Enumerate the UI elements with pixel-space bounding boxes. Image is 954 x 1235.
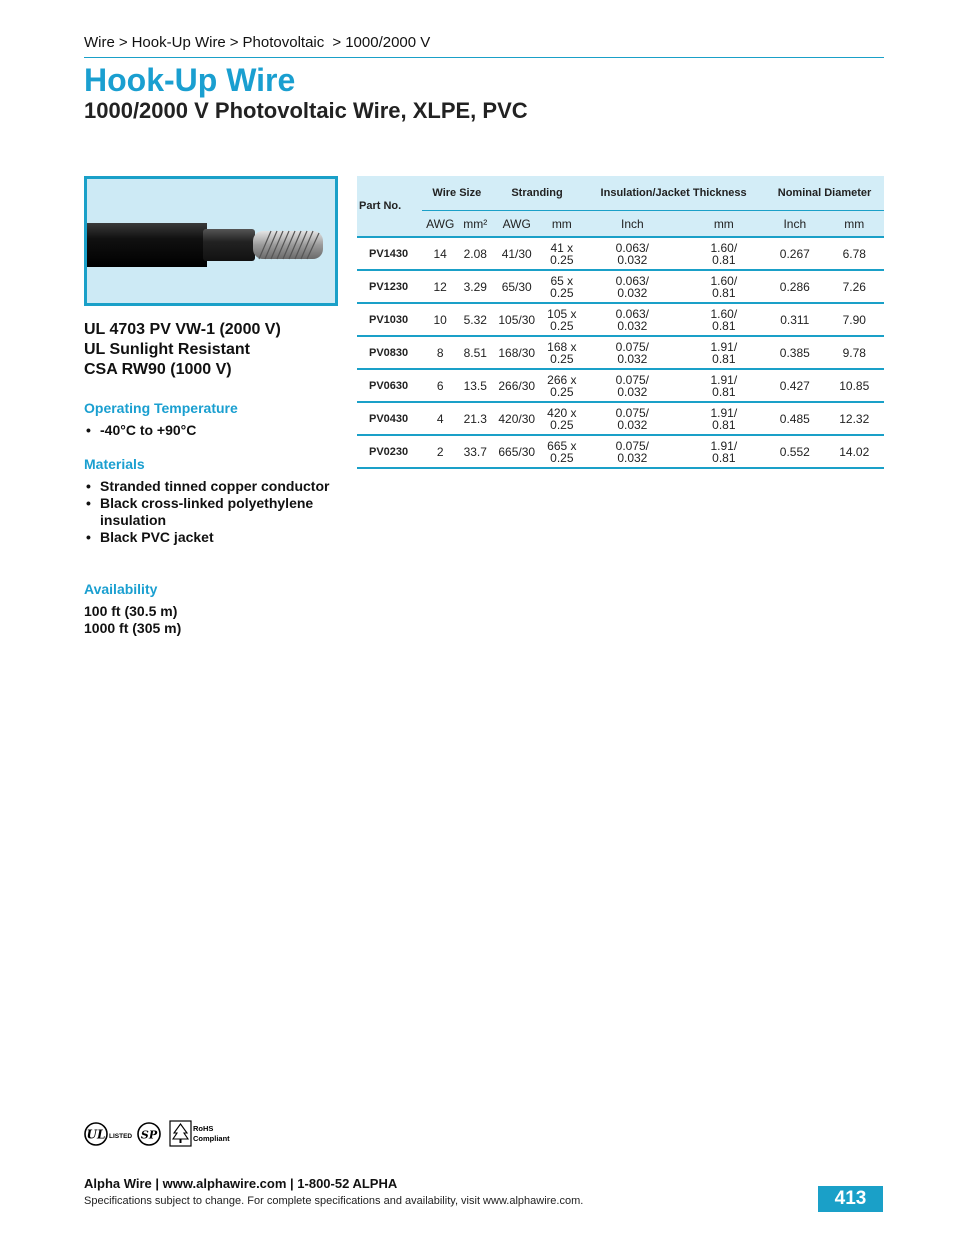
- cell-stranding-mm: [542, 270, 583, 303]
- cell-line: 420 x: [547, 405, 577, 420]
- cell-line: 0.032: [617, 417, 648, 432]
- part-number: PV1230: [369, 280, 409, 293]
- cell-diameter-inch: 0.485: [779, 411, 810, 426]
- part-number: PV0630: [369, 379, 409, 392]
- cell-diameter-inch: 0.311: [780, 312, 810, 327]
- cell-line: 65 x: [550, 273, 574, 288]
- cell-line: 1.60/: [710, 240, 738, 255]
- operating-temperature-list: [84, 422, 344, 439]
- cell-line: 0.25: [550, 384, 574, 399]
- cell-thickness-mm: [683, 435, 766, 468]
- breadcrumb-item[interactable]: 1000/2000 V: [345, 34, 431, 51]
- table-row: [357, 369, 884, 402]
- column-header: mm: [542, 211, 583, 238]
- cell-mm2: 21.3: [463, 411, 487, 426]
- cell-line: 0.063/: [615, 273, 650, 288]
- footer-note: Specifications subject to change. For complete specifications and availability, visit www.alphawire.com.: [84, 1195, 584, 1207]
- cell-thickness-mm: [683, 303, 766, 336]
- availability-heading: Availability: [84, 581, 158, 597]
- cell-line: 0.25: [550, 285, 574, 300]
- materials-heading: Materials: [84, 456, 145, 472]
- page-subtitle: 1000/2000 V Photovoltaic Wire, XLPE, PVC: [84, 98, 528, 123]
- cell-stranding-awg: 665/30: [498, 444, 536, 459]
- cell-line: 0.81: [712, 252, 736, 267]
- cell-line: 1.91/: [710, 405, 738, 420]
- cell-line: 0.075/: [615, 405, 650, 420]
- breadcrumb-separator: >: [229, 34, 239, 51]
- cell-thickness-inch: [582, 303, 682, 336]
- column-group-thickness: Insulation/Jacket Thickness: [582, 176, 765, 211]
- cell-mm2: 8.51: [463, 345, 487, 360]
- table-row: [357, 303, 884, 336]
- cell-awg: 10: [433, 312, 447, 327]
- part-number: PV0830: [369, 346, 409, 359]
- cell-diameter-inch: 0.552: [779, 444, 810, 459]
- cell-line: 0.032: [617, 252, 648, 267]
- cell-diameter-mm: 7.90: [842, 312, 866, 327]
- materials-list: [84, 478, 344, 546]
- part-number: PV0430: [369, 412, 409, 425]
- part-number: PV0230: [369, 445, 409, 458]
- cell-line: 1.91/: [710, 438, 738, 453]
- page-title: Hook-Up Wire: [84, 62, 296, 98]
- table-row: [357, 402, 884, 435]
- cell-diameter-inch: 0.286: [779, 279, 810, 294]
- cell-line: 1.91/: [710, 372, 738, 387]
- approval-item: UL 4703 PV VW-1 (2000 V): [84, 321, 281, 338]
- breadcrumb-item[interactable]: Hook-Up Wire: [131, 34, 226, 51]
- cell-stranding-awg: 420/30: [498, 411, 536, 426]
- cell-line: 0.063/: [615, 240, 650, 255]
- spec-table: [357, 176, 884, 469]
- cell-line: 1.91/: [710, 339, 738, 354]
- approvals: [84, 320, 344, 380]
- column-header: mm²: [459, 211, 492, 238]
- cell-thickness-mm: [683, 237, 766, 270]
- certification-marks: [84, 1120, 244, 1150]
- svg-text:SP: SP: [140, 1128, 158, 1142]
- breadcrumb-separator: >: [328, 34, 342, 51]
- svg-text:UL: UL: [86, 1127, 106, 1142]
- cell-line: 0.075/: [615, 372, 650, 387]
- operating-temperature-heading: Operating Temperature: [84, 400, 238, 416]
- list-item: • Black PVC jacket: [84, 529, 344, 546]
- cell-diameter-mm: 14.02: [839, 444, 870, 459]
- cable-illustration: [87, 179, 335, 303]
- table-row: [357, 270, 884, 303]
- cell-mm2: 3.29: [463, 279, 487, 294]
- breadcrumb-item[interactable]: Photovoltaic: [242, 34, 325, 51]
- rohs-compliant-text: Compliant: [193, 1134, 230, 1143]
- cell-line: 0.25: [550, 417, 574, 432]
- cell-line: 0.032: [617, 351, 648, 366]
- cell-line: 0.81: [712, 351, 736, 366]
- ul-listed-text: LISTED: [109, 1133, 133, 1140]
- cell-line: 0.075/: [615, 339, 650, 354]
- cell-stranding-awg: 105/30: [498, 312, 536, 327]
- cell-awg: 12: [433, 279, 447, 294]
- table-row: [357, 435, 884, 468]
- list-item: 1000 ft (305 m): [84, 620, 182, 636]
- table-row: [357, 237, 884, 270]
- cell-line: 0.81: [712, 417, 736, 432]
- cell-awg: 8: [436, 345, 444, 360]
- cell-stranding-awg: 168/30: [498, 345, 536, 360]
- cell-thickness-inch: [582, 369, 682, 402]
- footer-brand: Alpha Wire | www.alphawire.com | 1-800-52 ALPHA: [84, 1176, 398, 1191]
- cell-line: 0.032: [617, 285, 648, 300]
- cell-line: 0.032: [617, 384, 648, 399]
- cell-stranding-awg: 41/30: [501, 246, 532, 261]
- cell-line: 0.25: [550, 318, 574, 333]
- cell-diameter-mm: 6.78: [842, 246, 866, 261]
- cell-stranding-mm: [542, 336, 583, 369]
- list-item: • Stranded tinned copper conductor: [84, 478, 344, 495]
- cell-line: 0.81: [712, 450, 736, 465]
- cell-thickness-inch: [582, 270, 682, 303]
- cell-mm2: 2.08: [463, 246, 487, 261]
- cell-thickness-inch: [582, 336, 682, 369]
- table-row: [357, 336, 884, 369]
- list-item: • -40°C to +90°C: [84, 422, 344, 439]
- cell-line: 0.063/: [615, 306, 650, 321]
- breadcrumb-separator: >: [118, 34, 128, 51]
- approval-item: CSA RW90 (1000 V): [84, 361, 232, 378]
- cell-mm2: 13.5: [463, 378, 487, 393]
- rohs-text: RoHS: [193, 1124, 214, 1133]
- cell-line: 0.25: [550, 351, 574, 366]
- column-group-stranding: Stranding: [492, 176, 582, 211]
- cell-stranding-awg: 65/30: [501, 279, 532, 294]
- column-group-wire-size: Wire Size: [422, 176, 492, 211]
- cell-line: 105 x: [547, 306, 577, 321]
- cell-thickness-inch: [582, 237, 682, 270]
- column-header: Inch: [765, 211, 824, 238]
- cell-stranding-awg: 266/30: [498, 378, 536, 393]
- cell-line: 0.075/: [615, 438, 650, 453]
- cell-diameter-inch: 0.385: [779, 345, 810, 360]
- cell-awg: 6: [436, 378, 444, 393]
- cell-diameter-inch: 0.267: [779, 246, 810, 261]
- cell-diameter-inch: 0.427: [779, 378, 810, 393]
- cell-line: 1.60/: [710, 273, 738, 288]
- cell-awg: 2: [436, 444, 444, 459]
- cell-line: 266 x: [547, 372, 577, 387]
- cell-diameter-mm: 7.26: [842, 279, 866, 294]
- cell-line: 665 x: [547, 438, 577, 453]
- cell-stranding-mm: [542, 369, 583, 402]
- cell-thickness-mm: [683, 369, 766, 402]
- column-header: Inch: [582, 211, 682, 238]
- csa-icon: [138, 1123, 160, 1145]
- cell-line: 0.25: [550, 450, 574, 465]
- page-number: 413: [818, 1186, 883, 1212]
- cell-line: 0.032: [617, 450, 648, 465]
- cell-mm2: 33.7: [463, 444, 487, 459]
- breadcrumb-item[interactable]: Wire: [84, 34, 115, 51]
- cell-thickness-inch: [582, 402, 682, 435]
- availability-list: [84, 603, 181, 637]
- column-header: AWG: [422, 211, 459, 238]
- cell-line: 1.60/: [710, 306, 738, 321]
- cell-line: 41 x: [550, 240, 574, 255]
- spec-table-body: [357, 237, 884, 468]
- column-header: AWG: [492, 211, 542, 238]
- column-header: mm: [683, 211, 766, 238]
- cell-diameter-mm: 12.32: [839, 411, 870, 426]
- part-number: PV1430: [369, 247, 409, 260]
- approval-item: UL Sunlight Resistant: [84, 341, 250, 358]
- product-image: [84, 176, 338, 306]
- cell-line: 0.81: [712, 285, 736, 300]
- list-item: • Black cross-linked polyethylene insulation: [84, 495, 344, 529]
- certification-icons: [84, 1120, 244, 1150]
- cell-thickness-mm: [683, 402, 766, 435]
- cell-line: 0.81: [712, 384, 736, 399]
- cell-awg: 14: [433, 246, 447, 261]
- column-group-diameter: Nominal Diameter: [765, 176, 884, 211]
- cell-stranding-mm: [542, 402, 583, 435]
- list-item: 100 ft (30.5 m): [84, 603, 178, 619]
- cell-diameter-mm: 10.85: [839, 378, 870, 393]
- rohs-icon: [170, 1121, 230, 1146]
- cell-line: 0.81: [712, 318, 736, 333]
- cell-diameter-mm: 9.78: [842, 345, 866, 360]
- cell-stranding-mm: [542, 435, 583, 468]
- cell-line: 0.25: [550, 252, 574, 267]
- cell-thickness-inch: [582, 435, 682, 468]
- cell-line: 0.032: [617, 318, 648, 333]
- cell-stranding-mm: [542, 303, 583, 336]
- cell-line: 168 x: [547, 339, 577, 354]
- cell-thickness-mm: [683, 270, 766, 303]
- cell-thickness-mm: [683, 336, 766, 369]
- column-header-part-no: Part No.: [357, 176, 422, 237]
- breadcrumb: [84, 34, 884, 58]
- part-number: PV1030: [369, 313, 409, 326]
- cell-awg: 4: [436, 411, 444, 426]
- column-header: mm: [825, 211, 885, 238]
- ul-listed-icon: [85, 1123, 132, 1145]
- cell-mm2: 5.32: [463, 312, 487, 327]
- cell-stranding-mm: [542, 237, 583, 270]
